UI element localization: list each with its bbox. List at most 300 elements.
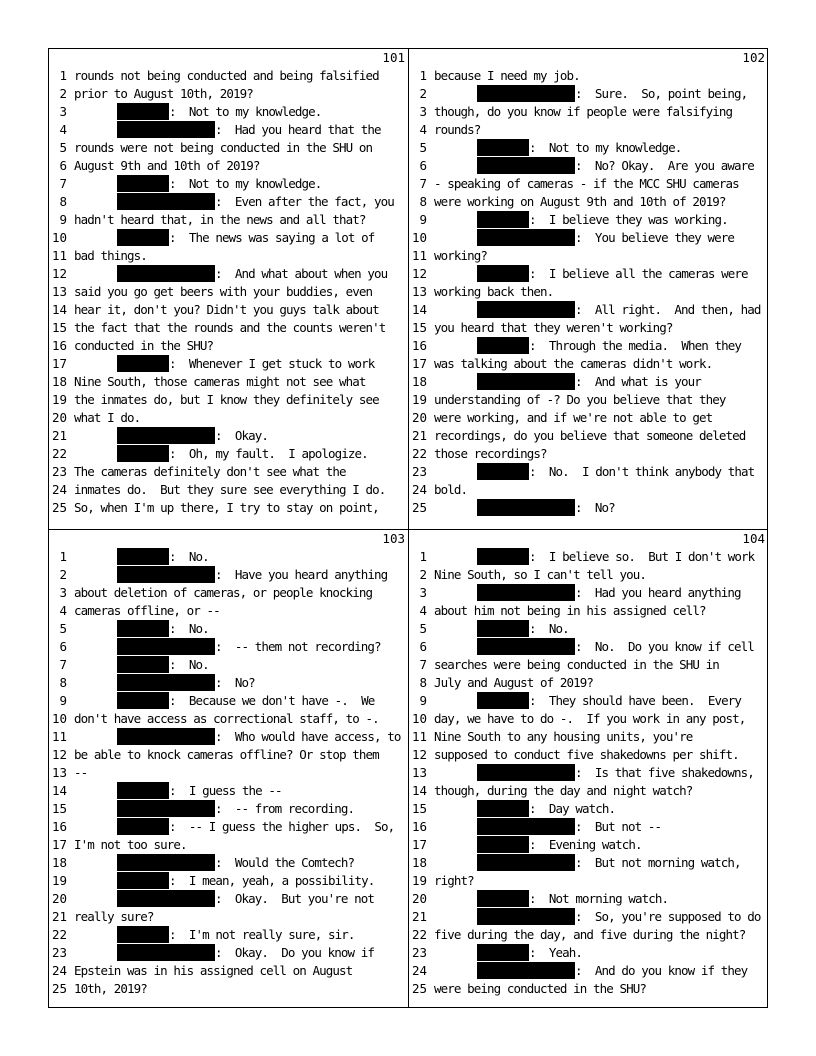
line-number: 17 — [51, 356, 67, 371]
transcript-line — [49, 656, 406, 674]
line-text: : I mean, yeah, a possibility. — [169, 873, 375, 888]
redacted-speaker-name — [477, 139, 529, 156]
line-text: : No. — [529, 621, 569, 636]
line-text: : Is that five shakedowns, — [575, 765, 754, 780]
redacted-speaker-name — [477, 157, 575, 174]
line-text: searches were being conducted in the SHU in — [434, 657, 719, 672]
transcript-line — [49, 445, 406, 463]
line-number: 14 — [51, 302, 67, 317]
transcript-line — [409, 175, 766, 193]
line-text: though, during the day and night watch? — [434, 783, 693, 798]
transcript-line — [409, 211, 766, 229]
redacted-speaker-name — [117, 427, 215, 444]
line-number: 13 — [51, 284, 67, 299]
transcript-line — [409, 620, 766, 638]
redacted-speaker-name — [117, 638, 215, 655]
line-text: supposed to conduct five shakedowns per shift. — [434, 747, 739, 762]
line-text: hadn't heard that, in the news and all that? — [74, 212, 366, 227]
transcript-line — [409, 566, 766, 584]
transcript-line — [49, 409, 406, 427]
transcript-line — [49, 782, 406, 800]
transcript-line — [409, 427, 766, 445]
line-text: Nine South, so I can't tell you. — [434, 567, 647, 582]
line-number: 8 — [59, 194, 67, 209]
transcript-line — [409, 836, 766, 854]
line-number: 19 — [51, 392, 67, 407]
redacted-speaker-name — [117, 890, 215, 907]
redacted-speaker-name — [117, 692, 169, 709]
transcript-line — [409, 692, 766, 710]
line-text: because I need my job. — [434, 68, 580, 83]
line-number: 18 — [51, 374, 67, 389]
line-text: July and August of 2019? — [434, 675, 594, 690]
transcript-line — [409, 481, 766, 499]
line-number: 25 — [411, 981, 427, 996]
line-text: August 9th and 10th of 2019? — [74, 158, 260, 173]
transcript-line — [49, 638, 406, 656]
line-number: 18 — [51, 855, 67, 870]
transcript-line — [409, 157, 766, 175]
line-text: : Okay. But you're not — [215, 891, 375, 906]
redacted-speaker-name — [117, 229, 169, 246]
line-number: 15 — [411, 320, 427, 335]
line-number: 8 — [419, 675, 427, 690]
redacted-speaker-name — [117, 728, 215, 745]
redacted-speaker-name — [477, 908, 575, 925]
line-text: hear it, don't you? Didn't you guys talk about — [74, 302, 379, 317]
line-text: what I do. — [74, 410, 141, 425]
redacted-speaker-name — [477, 890, 529, 907]
line-text: rounds were not being conducted in the SHU on — [74, 140, 373, 155]
line-text: : Not to my knowledge. — [169, 104, 322, 119]
line-number: 5 — [419, 140, 427, 155]
line-text: conducted in the SHU? — [74, 338, 214, 353]
transcript-line — [409, 283, 766, 301]
line-number: 19 — [411, 392, 427, 407]
transcript-line — [409, 926, 766, 944]
line-text: : The news was saying a lot of — [169, 230, 375, 245]
transcript-line — [409, 584, 766, 602]
page-number: 101 — [382, 50, 405, 65]
transcript-line — [49, 980, 406, 998]
redacted-speaker-name — [117, 355, 169, 372]
redacted-speaker-name — [477, 337, 529, 354]
line-number: 25 — [411, 500, 427, 515]
redacted-speaker-name — [117, 944, 215, 961]
line-text: : I believe they was working. — [529, 212, 728, 227]
line-text: : -- I guess the higher ups. So, — [169, 819, 395, 834]
line-text: inmates do. But they sure see everything I do. — [74, 482, 386, 497]
line-number: 9 — [59, 212, 67, 227]
line-number: 13 — [51, 765, 67, 780]
redacted-speaker-name — [477, 800, 529, 817]
line-number: 16 — [51, 338, 67, 353]
line-text: were being conducted in the SHU? — [434, 981, 647, 996]
line-number: 2 — [419, 86, 427, 101]
line-number: 4 — [419, 603, 427, 618]
line-number: 1 — [419, 549, 427, 564]
line-number: 11 — [411, 248, 427, 263]
transcript-line — [49, 746, 406, 764]
line-number: 24 — [51, 482, 67, 497]
transcript-line — [49, 355, 406, 373]
transcript-page-101 — [49, 49, 409, 529]
line-number: 13 — [411, 765, 427, 780]
line-text: 10th, 2019? — [74, 981, 147, 996]
line-text: : Sure. So, point being, — [575, 86, 748, 101]
line-number: 18 — [411, 374, 427, 389]
line-text: about him not being in his assigned cell? — [434, 603, 706, 618]
transcript-line — [49, 175, 406, 193]
line-number: 4 — [59, 122, 67, 137]
transcript-line — [49, 391, 406, 409]
line-text: I'm not too sure. — [74, 837, 187, 852]
line-number: 21 — [51, 909, 67, 924]
redacted-speaker-name — [117, 103, 169, 120]
redacted-speaker-name — [477, 499, 575, 516]
line-number: 17 — [51, 837, 67, 852]
transcript-line — [49, 872, 406, 890]
transcript-line — [409, 265, 766, 283]
transcript-line — [49, 481, 406, 499]
redacted-speaker-name — [117, 620, 169, 637]
line-text: : Who would have access, to — [215, 729, 401, 744]
line-number: 16 — [411, 819, 427, 834]
transcript-line — [49, 427, 406, 445]
transcript-line — [49, 962, 406, 980]
transcript-line — [409, 319, 766, 337]
redacted-speaker-name — [477, 638, 575, 655]
transcript-line — [409, 980, 766, 998]
line-number: 14 — [411, 302, 427, 317]
transcript-line — [49, 193, 406, 211]
transcript-line — [49, 499, 406, 517]
line-number: 3 — [419, 104, 427, 119]
line-number: 19 — [51, 873, 67, 888]
line-text: : I believe all the cameras were — [529, 266, 748, 281]
line-number: 20 — [51, 410, 67, 425]
transcript-line — [49, 373, 406, 391]
line-number: 12 — [51, 747, 67, 762]
line-text: : I believe so. But I don't work — [529, 549, 755, 564]
line-number: 11 — [51, 729, 67, 744]
line-text: five during the day, and five during the night? — [434, 927, 746, 942]
transcript-line — [49, 247, 406, 265]
transcript-line — [409, 103, 766, 121]
transcript-sheet — [48, 48, 768, 1008]
transcript-line — [49, 121, 406, 139]
transcript-line — [49, 283, 406, 301]
redacted-speaker-name — [477, 548, 529, 565]
redacted-speaker-name — [117, 121, 215, 138]
transcript-line — [49, 764, 406, 782]
redacted-speaker-name — [477, 584, 575, 601]
line-text: working back then. — [434, 284, 554, 299]
line-text: : Would the Comtech? — [215, 855, 355, 870]
line-text: : -- from recording. — [215, 801, 355, 816]
redacted-speaker-name — [477, 962, 575, 979]
redacted-speaker-name — [477, 463, 529, 480]
transcript-line — [409, 121, 766, 139]
line-number: 6 — [419, 639, 427, 654]
line-number: 23 — [51, 464, 67, 479]
redacted-speaker-name — [477, 854, 575, 871]
line-text: though, do you know if people were falsifying — [434, 104, 733, 119]
line-text: were working, and if we're not able to get — [434, 410, 713, 425]
line-number: 14 — [411, 783, 427, 798]
line-text: : Had you heard that the — [215, 122, 381, 137]
line-text: : But not morning watch, — [575, 855, 741, 870]
line-text: : Whenever I get stuck to work — [169, 356, 375, 371]
line-number: 19 — [411, 873, 427, 888]
redacted-speaker-name — [117, 193, 215, 210]
line-number: 6 — [419, 158, 427, 173]
transcript-line — [49, 836, 406, 854]
line-text: the inmates do, but I know they definitely see — [74, 392, 379, 407]
line-text: -- — [74, 765, 88, 780]
transcript-line — [409, 764, 766, 782]
transcript-line — [409, 782, 766, 800]
line-text: : Because we don't have -. We — [169, 693, 375, 708]
line-text: : No. — [169, 621, 209, 636]
transcript-line — [49, 337, 406, 355]
line-text: : Not morning watch. — [529, 891, 669, 906]
line-text: : Through the media. When they — [529, 338, 742, 353]
transcript-line — [49, 301, 406, 319]
redacted-speaker-name — [477, 373, 575, 390]
transcript-line — [409, 373, 766, 391]
line-number: 5 — [59, 621, 67, 636]
transcript-line — [409, 602, 766, 620]
line-number: 14 — [51, 783, 67, 798]
redacted-speaker-name — [477, 836, 529, 853]
line-text: Nine South, those cameras might not see what — [74, 374, 366, 389]
transcript-line — [49, 103, 406, 121]
line-number: 12 — [51, 266, 67, 281]
line-text: : Okay. Do you know if — [215, 945, 375, 960]
transcript-line — [49, 926, 406, 944]
line-number: 15 — [411, 801, 427, 816]
line-number: 23 — [51, 945, 67, 960]
line-number: 15 — [51, 320, 67, 335]
line-text: those recordings? — [434, 446, 547, 461]
line-text: about deletion of cameras, or people knocking — [74, 585, 373, 600]
line-number: 5 — [59, 140, 67, 155]
transcript-line — [49, 319, 406, 337]
line-text: : You believe they were — [575, 230, 735, 245]
line-number: 4 — [59, 603, 67, 618]
transcript-line — [49, 944, 406, 962]
transcript-line — [409, 463, 766, 481]
transcript-line — [409, 710, 766, 728]
transcript-line — [409, 638, 766, 656]
transcript-line — [49, 211, 406, 229]
line-text: rounds? — [434, 122, 481, 137]
line-text: : Had you heard anything — [575, 585, 741, 600]
page-number: 103 — [382, 531, 405, 546]
transcript-line — [49, 908, 406, 926]
line-text: : Yeah. — [529, 945, 583, 960]
transcript-line — [49, 602, 406, 620]
line-text: : No. — [169, 549, 209, 564]
line-text: : And do you know if they — [575, 963, 748, 978]
transcript-line — [409, 548, 766, 566]
transcript-line — [49, 548, 406, 566]
line-number: 3 — [59, 585, 67, 600]
line-text: prior to August 10th, 2019? — [74, 86, 253, 101]
line-number: 23 — [411, 945, 427, 960]
line-number: 7 — [419, 176, 427, 191]
line-number: 17 — [411, 837, 427, 852]
transcript-line — [409, 746, 766, 764]
line-number: 20 — [411, 891, 427, 906]
redacted-speaker-name — [477, 301, 575, 318]
line-number: 2 — [59, 567, 67, 582]
transcript-line — [409, 872, 766, 890]
line-number: 9 — [419, 212, 427, 227]
line-text: day, we have to do -. If you work in any post, — [434, 711, 746, 726]
transcript-line — [49, 584, 406, 602]
transcript-line — [409, 890, 766, 908]
line-number: 2 — [59, 86, 67, 101]
redacted-speaker-name — [117, 445, 169, 462]
transcript-line — [409, 499, 766, 517]
line-number: 10 — [51, 711, 67, 726]
transcript-line — [49, 890, 406, 908]
line-text: bold. — [434, 482, 468, 497]
redacted-speaker-name — [117, 656, 169, 673]
transcript-line — [49, 692, 406, 710]
line-number: 24 — [411, 963, 427, 978]
line-text: : No? — [575, 500, 615, 515]
redacted-speaker-name — [117, 674, 215, 691]
line-text: the fact that the rounds and the counts weren't — [74, 320, 386, 335]
line-number: 11 — [51, 248, 67, 263]
transcript-line — [409, 67, 766, 85]
line-number: 10 — [51, 230, 67, 245]
line-text: Nine South to any housing units, you're — [434, 729, 693, 744]
transcript-line — [409, 962, 766, 980]
line-number: 24 — [411, 482, 427, 497]
page-number: 102 — [742, 50, 765, 65]
transcript-line — [409, 139, 766, 157]
line-text: : I guess the -- — [169, 783, 282, 798]
line-number: 23 — [411, 464, 427, 479]
line-number: 9 — [419, 693, 427, 708]
transcript-line — [49, 139, 406, 157]
line-text: rounds not being conducted and being falsified — [74, 68, 379, 83]
line-text: : And what is your — [575, 374, 701, 389]
transcript-line — [409, 674, 766, 692]
line-number: 9 — [59, 693, 67, 708]
line-text: said you go get beers with your buddies, even — [74, 284, 373, 299]
line-number: 1 — [59, 68, 67, 83]
transcript-page-102 — [409, 49, 769, 529]
redacted-speaker-name — [117, 548, 169, 565]
line-number: 6 — [59, 158, 67, 173]
line-text: : Even after the fact, you — [215, 194, 394, 209]
line-text: understanding of -? Do you believe that they — [434, 392, 726, 407]
line-number: 21 — [411, 909, 427, 924]
transcript-line — [409, 944, 766, 962]
transcript-line — [409, 193, 766, 211]
line-text: you heard that they weren't working? — [434, 320, 673, 335]
redacted-speaker-name — [477, 692, 529, 709]
line-number: 12 — [411, 266, 427, 281]
line-number: 3 — [59, 104, 67, 119]
line-number: 16 — [51, 819, 67, 834]
line-text: : No? — [215, 675, 255, 690]
line-number: 18 — [411, 855, 427, 870]
transcript-line — [409, 409, 766, 427]
redacted-speaker-name — [477, 265, 529, 282]
redacted-speaker-name — [117, 818, 169, 835]
line-number: 22 — [51, 446, 67, 461]
line-text: recordings, do you believe that someone deleted — [434, 428, 746, 443]
transcript-line — [49, 674, 406, 692]
redacted-speaker-name — [477, 229, 575, 246]
line-number: 24 — [51, 963, 67, 978]
line-number: 22 — [51, 927, 67, 942]
line-text: : They should have been. Every — [529, 693, 742, 708]
line-number: 7 — [59, 176, 67, 191]
line-text: was talking about the cameras didn't work. — [434, 356, 713, 371]
line-number: 2 — [419, 567, 427, 582]
transcript-line — [49, 818, 406, 836]
transcript-line — [49, 67, 406, 85]
transcript-line — [49, 620, 406, 638]
line-number: 6 — [59, 639, 67, 654]
line-number: 4 — [419, 122, 427, 137]
line-text: : And what about when you — [215, 266, 388, 281]
transcript-line — [49, 157, 406, 175]
line-text: : No. — [169, 657, 209, 672]
redacted-speaker-name — [117, 854, 215, 871]
transcript-line — [49, 800, 406, 818]
transcript-line — [409, 229, 766, 247]
transcript-line — [49, 229, 406, 247]
line-number: 8 — [59, 675, 67, 690]
line-text: : All right. And then, had — [575, 302, 761, 317]
line-text: - speaking of cameras - if the MCC SHU cameras — [434, 176, 739, 191]
transcript-line — [409, 818, 766, 836]
line-number: 20 — [51, 891, 67, 906]
page-number: 104 — [742, 531, 765, 546]
line-number: 21 — [411, 428, 427, 443]
redacted-speaker-name — [477, 818, 575, 835]
line-text: don't have access as correctional staff, to -. — [74, 711, 379, 726]
transcript-line — [409, 301, 766, 319]
transcript-line — [49, 85, 406, 103]
line-number: 25 — [51, 500, 67, 515]
line-text: : So, you're supposed to do — [575, 909, 761, 924]
line-number: 10 — [411, 230, 427, 245]
redacted-speaker-name — [117, 800, 215, 817]
redacted-speaker-name — [117, 566, 215, 583]
line-text: right? — [434, 873, 474, 888]
transcript-line — [409, 800, 766, 818]
line-number: 13 — [411, 284, 427, 299]
transcript-line — [409, 445, 766, 463]
line-number: 7 — [59, 657, 67, 672]
line-text: : No. I don't think anybody that — [529, 464, 755, 479]
transcript-line — [49, 566, 406, 584]
line-number: 21 — [51, 428, 67, 443]
line-number: 25 — [51, 981, 67, 996]
transcript-line — [409, 337, 766, 355]
line-text: : -- them not recording? — [215, 639, 381, 654]
transcript-line — [409, 247, 766, 265]
